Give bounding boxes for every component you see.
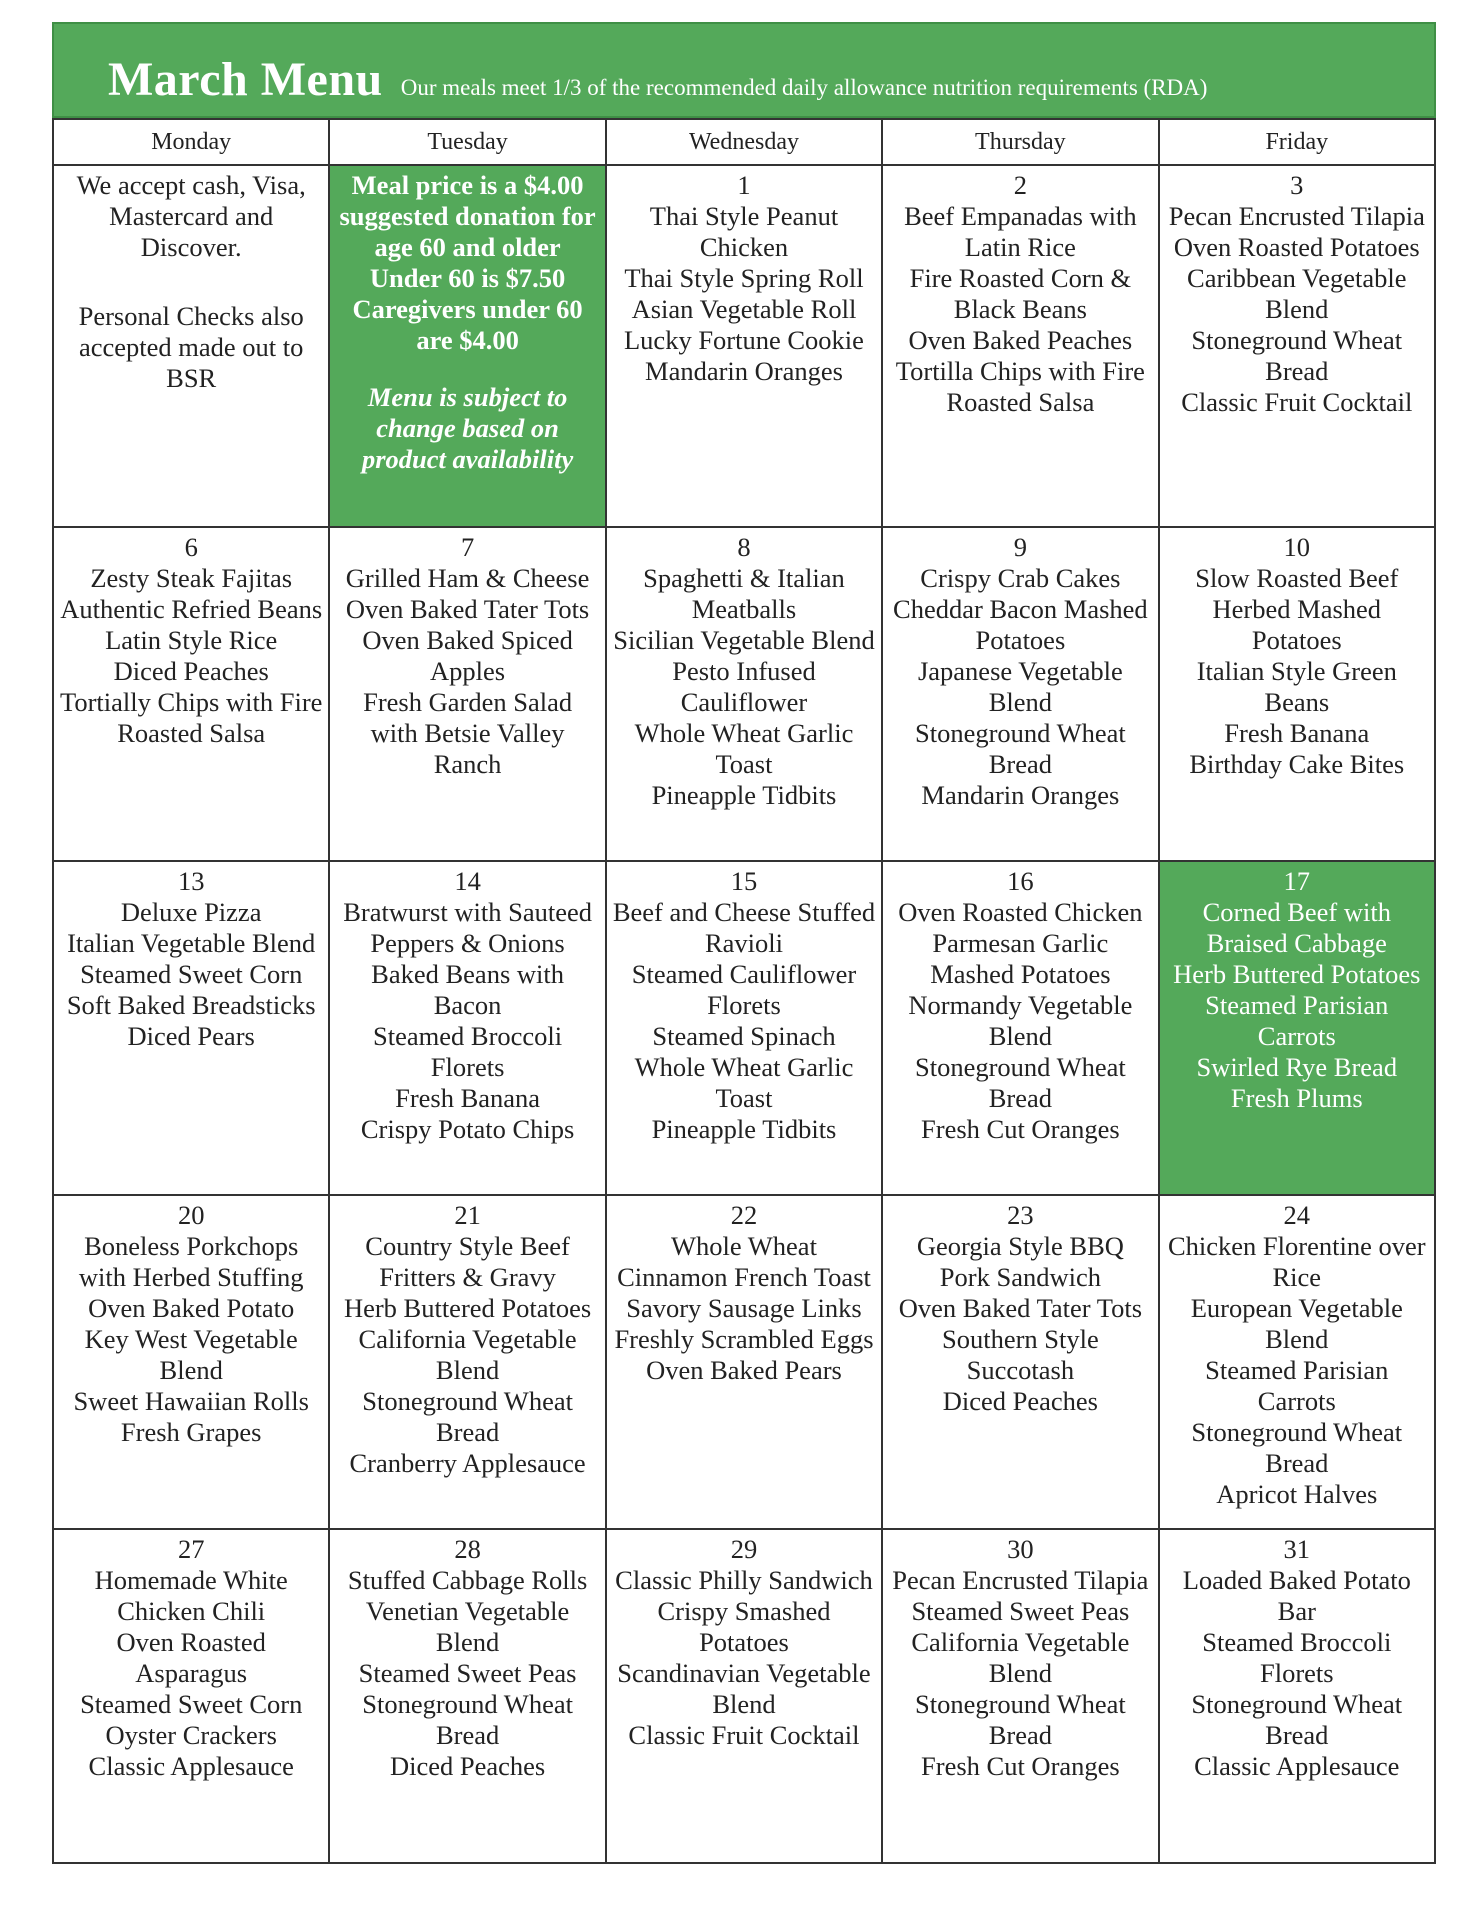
menu-item: California Vegetable Blend <box>358 1324 577 1385</box>
menu-item: Italian Style Green Beans <box>1196 656 1397 717</box>
day-cell <box>606 861 882 1195</box>
menu-item: Pineapple Tidbits <box>651 1114 837 1144</box>
menu-item: Oven Roasted Asparagus <box>116 1627 266 1688</box>
menu-item: Herb Buttered Potatoes <box>343 1293 592 1323</box>
day-cell <box>329 861 605 1195</box>
menu-item: Steamed Sweet Corn <box>80 1689 303 1719</box>
week-row <box>53 1195 1435 1529</box>
menu-item: Stoneground Wheat Bread <box>915 1689 1126 1750</box>
menu-item: Steamed Sweet Peas <box>358 1658 577 1688</box>
menu-item: Oven Baked Spiced Apples <box>362 625 573 686</box>
menu-item: Steamed Parisian Carrots <box>1205 990 1389 1051</box>
menu-item: Crispy Smashed Potatoes <box>657 1596 831 1657</box>
day-number: 30 <box>1007 1534 1034 1564</box>
menu-item: Steamed Broccoli Florets <box>373 1021 563 1082</box>
menu-item: Oven Baked Tater Tots <box>345 594 590 624</box>
menu-item: Mandarin Oranges <box>921 780 1120 810</box>
menu-item: Classic Fruit Cocktail <box>628 1720 860 1750</box>
menu-item: Loaded Baked Potato Bar <box>1182 1565 1411 1626</box>
menu-item: Classic Applesauce <box>1194 1751 1400 1781</box>
day-number: 27 <box>177 1534 205 1564</box>
menu-item: Thai Style Spring Roll <box>624 263 864 293</box>
menu-item: Steamed Sweet Corn <box>80 959 303 989</box>
menu-item: Fresh Cut Oranges <box>921 1114 1120 1144</box>
menu-calendar <box>52 118 1436 1864</box>
week-row <box>53 165 1435 527</box>
day-cell <box>329 1529 605 1863</box>
menu-item: Fresh Garden Salad with Betsie Valley Ranch <box>363 687 573 779</box>
day-number: 16 <box>1007 866 1034 896</box>
menu-item: Scandinavian Vegetable Blend <box>617 1658 871 1719</box>
menu-item: Steamed Parisian Carrots <box>1205 1355 1389 1416</box>
menu-item: Cranberry Applesauce <box>349 1448 586 1478</box>
menu-item: Lucky Fortune Cookie <box>624 325 864 355</box>
menu-item: Cheddar Bacon Mashed Potatoes <box>893 594 1148 655</box>
menu-item: Beef Empanadas with Latin Rice <box>904 201 1137 262</box>
weekday-wednesday: Wednesday <box>606 119 882 165</box>
menu-item: Grilled Ham & Cheese <box>345 563 590 593</box>
weekday-thursday: Thursday <box>882 119 1158 165</box>
day-cell <box>1159 165 1435 527</box>
day-number: 8 <box>737 532 751 562</box>
menu-item: Japanese Vegetable Blend <box>917 656 1123 717</box>
menu-item: Steamed Sweet Peas <box>911 1596 1130 1626</box>
menu-item: Country Style Beef Fritters & Gravy <box>365 1231 570 1292</box>
week-row <box>53 861 1435 1195</box>
menu-item: Asian Vegetable Roll <box>631 294 857 324</box>
price-note <box>329 165 605 527</box>
menu-item: Stoneground Wheat Bread <box>1191 325 1403 386</box>
menu-item: Fresh Banana <box>1224 718 1370 748</box>
day-number: 9 <box>1013 532 1027 562</box>
menu-item: Oven Roasted Potatoes <box>1173 232 1420 262</box>
day-cell-highlighted <box>1159 861 1435 1195</box>
day-number: 10 <box>1283 532 1311 562</box>
menu-item: Fresh Plums <box>1230 1083 1363 1113</box>
menu-item: Freshly Scrambled Eggs <box>614 1324 874 1354</box>
menu-item: Beef and Cheese Stuffed Ravioli <box>612 897 876 958</box>
day-cell <box>1159 1195 1435 1529</box>
menu-item: Authentic Refried Beans <box>60 594 323 624</box>
menu-item: Steamed Broccoli Florets <box>1202 1627 1392 1688</box>
payment-methods: We accept cash, Visa, Mastercard and Discover. <box>76 170 306 262</box>
day-number: 15 <box>730 866 758 896</box>
menu-item: Diced Peaches <box>113 656 269 686</box>
week-row <box>53 1529 1435 1863</box>
weekday-friday: Friday <box>1159 119 1435 165</box>
menu-header <box>52 22 1436 118</box>
menu-item: European Vegetable Blend <box>1190 1293 1403 1354</box>
menu-item: Homemade White Chicken Chili <box>94 1565 288 1626</box>
day-cell <box>882 1529 1158 1863</box>
weekday-tuesday: Tuesday <box>329 119 605 165</box>
menu-item: Whole Wheat Garlic Toast <box>634 718 854 779</box>
menu-item: Baked Beans with Bacon <box>371 959 564 1020</box>
menu-item: Oven Baked Potato <box>88 1293 295 1323</box>
menu-item: California Vegetable Blend <box>911 1627 1130 1688</box>
change-notice: Menu is subject to change based on product availability <box>361 382 574 474</box>
day-number: 31 <box>1283 1534 1311 1564</box>
day-number: 23 <box>1007 1200 1034 1230</box>
day-cell <box>606 527 882 861</box>
menu-item: Pineapple Tidbits <box>651 780 837 810</box>
menu-item: Crispy Potato Chips <box>360 1114 575 1144</box>
day-cell <box>329 1195 605 1529</box>
menu-item: Steamed Cauliflower Florets <box>631 959 857 1020</box>
day-number: 1 <box>737 170 751 200</box>
menu-item: Herb Buttered Potatoes <box>1173 959 1421 989</box>
menu-item: Fire Roasted Corn & Black Beans <box>909 263 1132 324</box>
day-cell <box>882 1195 1158 1529</box>
menu-item: Stoneground Wheat Bread <box>362 1386 573 1447</box>
day-number: 20 <box>177 1200 205 1230</box>
menu-item: Steamed Spinach <box>652 1021 836 1051</box>
day-number: 14 <box>454 866 481 896</box>
weekday-monday: Monday <box>53 119 329 165</box>
menu-item: Stoneground Wheat Bread <box>915 1052 1126 1113</box>
menu-item: Boneless Porkchops with Herbed Stuffing <box>78 1231 304 1292</box>
day-cell <box>53 1195 329 1529</box>
menu-item: Italian Vegetable Blend <box>67 928 316 958</box>
menu-item: Diced Peaches <box>389 1751 546 1781</box>
menu-item: Deluxe Pizza <box>120 897 262 927</box>
menu-sheet <box>52 22 1436 1850</box>
day-cell <box>53 527 329 861</box>
day-number: 17 <box>1283 866 1311 896</box>
day-cell <box>53 861 329 1195</box>
day-number: 29 <box>730 1534 758 1564</box>
day-cell <box>1159 527 1435 861</box>
day-cell <box>882 861 1158 1195</box>
day-number: 24 <box>1283 1200 1311 1230</box>
menu-item: Apricot Halves <box>1216 1479 1378 1509</box>
menu-item: Fresh Grapes <box>120 1417 262 1447</box>
menu-item: Diced Peaches <box>942 1386 1098 1416</box>
menu-item: Spaghetti & Italian Meatballs <box>643 563 845 624</box>
menu-item: Soft Baked Breadsticks <box>66 990 316 1020</box>
menu-item: Southern Style Succotash <box>941 1324 1099 1385</box>
day-number: 7 <box>460 532 475 562</box>
day-cell <box>606 165 882 527</box>
menu-item: Stoneground Wheat Bread <box>1191 1417 1403 1478</box>
menu-item: Thai Style Peanut Chicken <box>649 201 839 262</box>
menu-item: Venetian Vegetable Blend <box>365 1596 570 1657</box>
menu-item: Herbed Mashed Potatoes <box>1212 594 1382 655</box>
menu-item: Classic Philly Sandwich <box>615 1565 873 1595</box>
menu-item: Pesto Infused Cauliflower <box>672 656 816 717</box>
day-cell <box>606 1195 882 1529</box>
week-row <box>53 527 1435 861</box>
menu-item: Latin Style Rice <box>105 625 278 655</box>
menu-item: Caribbean Vegetable Blend <box>1187 263 1407 324</box>
menu-item: Whole Wheat Garlic Toast <box>634 1052 854 1113</box>
menu-item: Oven Baked Tater Tots <box>898 1293 1143 1323</box>
menu-item: Mandarin Oranges <box>645 356 843 386</box>
menu-item: Sweet Hawaiian Rolls <box>73 1386 309 1416</box>
menu-item: Chicken Florentine over Rice <box>1167 1231 1426 1292</box>
menu-item: Classic Applesauce <box>88 1751 294 1781</box>
day-cell <box>329 527 605 861</box>
menu-item: Pecan Encrusted Tilapia <box>1168 201 1425 231</box>
menu-item: Fresh Banana <box>395 1083 541 1113</box>
menu-item: Zesty Steak Fajitas <box>90 563 293 593</box>
menu-item: Crispy Crab Cakes <box>920 563 1121 593</box>
day-cell <box>882 165 1158 527</box>
menu-item: Fresh Cut Oranges <box>921 1751 1120 1781</box>
day-cell <box>53 1529 329 1863</box>
day-number: 22 <box>730 1200 758 1230</box>
price-info: Meal price is a $4.00 suggested donation for age 60 and older Under 60 is $7.50 Caregivers under 60 are $4.00 <box>339 170 596 355</box>
menu-item: Classic Fruit Cocktail <box>1181 387 1413 417</box>
menu-item: Oven Baked Peaches <box>908 325 1133 355</box>
menu-item: Stoneground Wheat Bread <box>915 718 1126 779</box>
menu-item: Normandy Vegetable Blend <box>908 990 1133 1051</box>
menu-item: Slow Roasted Beef <box>1195 563 1399 593</box>
menu-item: Tortially Chips with Fire Roasted Salsa <box>60 687 323 748</box>
day-number: 28 <box>454 1534 481 1564</box>
menu-title: March Menu <box>108 53 383 106</box>
menu-item: Stuffed Cabbage Rolls <box>347 1565 588 1595</box>
menu-item: Oven Baked Pears <box>646 1355 842 1385</box>
weekday-header-row <box>53 119 1435 165</box>
menu-item: Pecan Encrusted Tilapia <box>892 1565 1149 1595</box>
day-number: 2 <box>1013 170 1027 200</box>
menu-item: Stoneground Wheat Bread <box>362 1689 573 1750</box>
day-cell <box>1159 1529 1435 1863</box>
menu-item: Georgia Style BBQ Pork Sandwich <box>916 1231 1124 1292</box>
menu-item: Parmesan Garlic Mashed Potatoes <box>930 928 1111 989</box>
menu-item: Corned Beef with Braised Cabbage <box>1202 897 1391 958</box>
menu-item: Birthday Cake Bites <box>1189 749 1405 779</box>
day-number: 3 <box>1290 170 1304 200</box>
menu-item: Whole Wheat Cinnamon French Toast <box>617 1231 871 1292</box>
menu-item: Savory Sausage Links <box>626 1293 862 1323</box>
day-number: 6 <box>184 532 198 562</box>
menu-subtitle: Our meals meet 1/3 of the recommended daily allowance nutrition requirements (RDA) <box>400 74 1208 100</box>
menu-item: Diced Pears <box>127 1021 255 1051</box>
day-number: 21 <box>454 1200 481 1230</box>
menu-item: Stoneground Wheat Bread <box>1191 1689 1403 1750</box>
menu-item: Sicilian Vegetable Blend <box>613 625 875 655</box>
menu-item: Tortilla Chips with Fire Roasted Salsa <box>895 356 1145 417</box>
menu-item: Oven Roasted Chicken <box>898 897 1143 927</box>
checks-note: Personal Checks also accepted made out to BSR <box>78 301 304 393</box>
menu-item: Oyster Crackers <box>105 1720 277 1750</box>
menu-item: Bratwurst with Sauteed Peppers & Onions <box>343 897 592 958</box>
day-cell <box>882 527 1158 861</box>
payment-note <box>53 165 329 527</box>
day-number: 13 <box>177 866 205 896</box>
menu-item: Key West Vegetable Blend <box>84 1324 298 1385</box>
menu-item: Swirled Rye Bread <box>1196 1052 1398 1082</box>
day-cell <box>606 1529 882 1863</box>
